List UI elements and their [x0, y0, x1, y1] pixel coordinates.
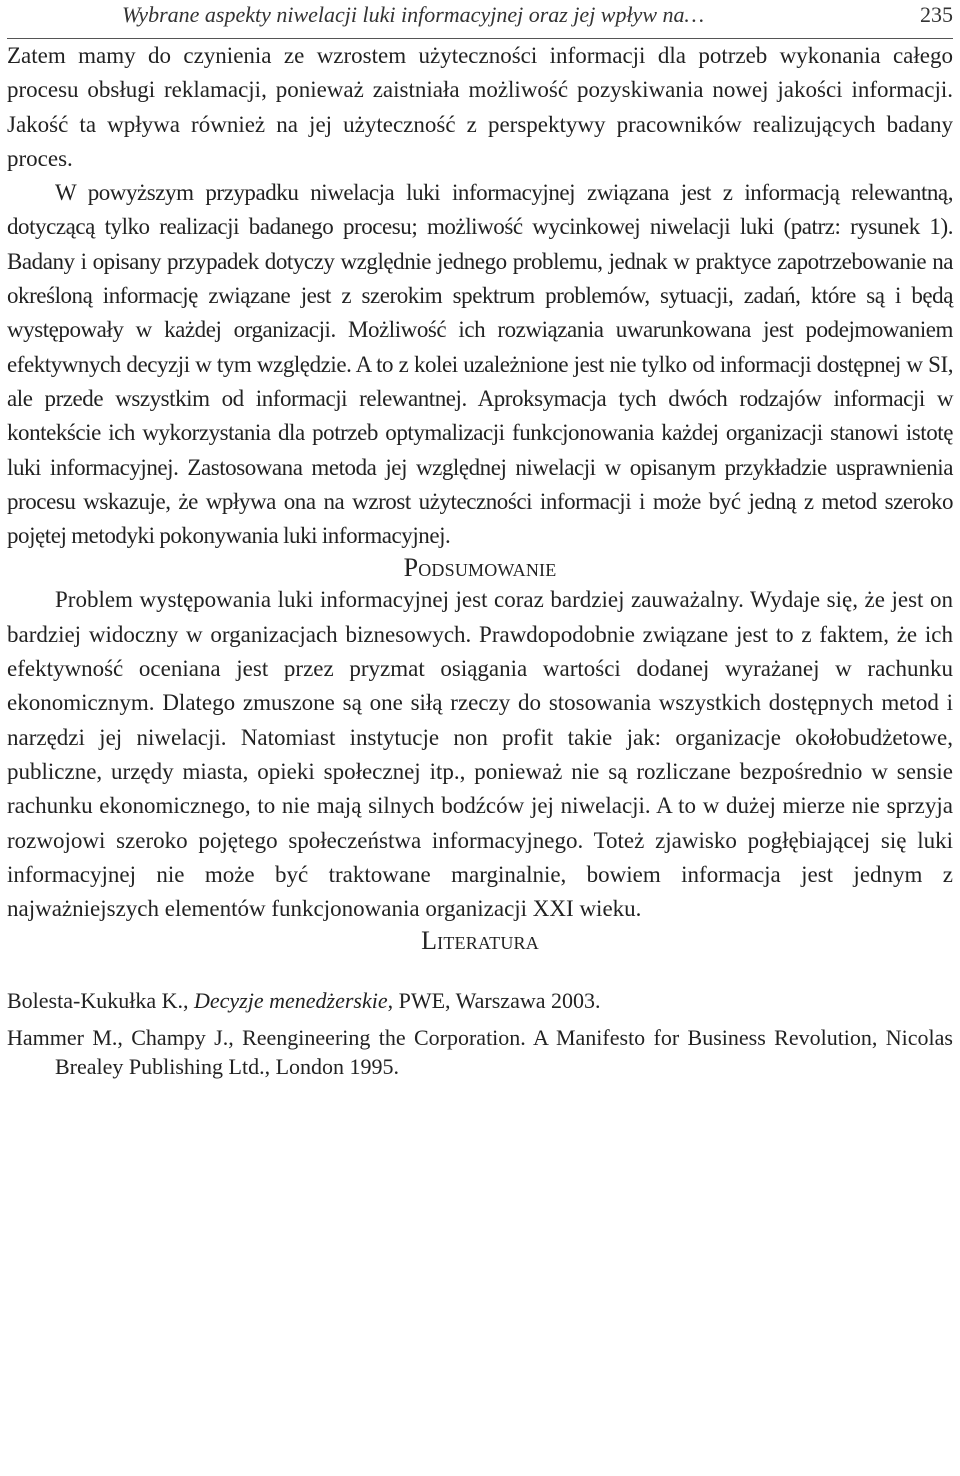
- reference-authors: Hammer M., Champy J.,: [7, 1025, 243, 1051]
- document-page: [7, 0, 953, 1089]
- summary-paragraph: Problem występowania luki informacyjnej jest coraz bardziej zauważalny. Wydaje się, że jest on bardziej widoczny w organizacjach biznesowych. Prawdopodobnie związane jest to z faktem, że ich efektywność oceniana jest przez pryzmat osiągania wartości dodanej wyrażanej w rachunku ekonomicznym. Dlatego zmuszone są one siłą rzeczy do stosowania wszystkich dostępnych metod i narzędzi jej niwelacji. Natomiast instytucje non profit takie jak: organizacje okołobudżetowe, publiczne, urzędy miasta, opieki społecznej itp., ponieważ nie są rozliczane bezpośrednio w sensie rachunku ekonomicznego, to nie mają silnych bodźców jej niwelacji. A to w dużej mierze nie sprzyja rozwojowi szeroko pojętego społeczeństwa informacyjnego. Toteż zjawisko pogłębiającej się luki informacyjnej nie może być traktowane marginalnie, bowiem informacja jest jednym z najważniejszych elementów funkcjonowania organizacji XXI wieku.: [7, 587, 953, 922]
- running-header: [7, 0, 953, 39]
- reference-publisher: , PWE, Warszawa 2003.: [387, 988, 601, 1014]
- reference-title: Decyzje menedżerskie: [193, 988, 388, 1014]
- running-title: Wybrane aspekty niwelacji luki informacyjnej oraz jej wpływ na…: [122, 2, 705, 27]
- reference-authors: Bolesta-Kukułka K.,: [7, 988, 194, 1014]
- reference-list: [7, 986, 953, 1081]
- summary-heading: Podsumowanie: [403, 553, 557, 583]
- page-number: 235: [920, 2, 953, 27]
- body-paragraph-2: W powyższym przypadku niwelacja luki informacyjnej związana jest z informacją relewantną, dotyczącą tylko realizacji badanego procesu; możliwość wycinkowej niwelacji luki (patrz: rysunek 1). Badany i opisany przypadek dotyczy względnie jednego problemu, jednak w praktyce zapotrzebowanie na określoną informację związane jest z szerokim spektrum problemów, sytuacji, zadań, które są i będą występowały w każdej organizacji. Możliwość ich rozwiązania uwarunkowana jest podejmowaniem efektywnych decyzji w tym względzie. A to z kolei uzależnione jest nie tylko od informacji dostępnej w SI, ale przede wszystkim od informacji relewantnej. Aproksymacja tych dwóch rodzajów informacji w kontekście ich wykorzystania dla potrzeb optymalizacji funkcjonowania każdej organizacji stanowi istotę luki informacyjnej. Zastosowana metoda jej względnej niwelacji w opisanym przykładzie usprawnienia procesu wskazuje, że wpływa ona na wzrost użyteczności informacji i może być jedną z metod szeroko pojętej metodyki pokonywania luki informacyjnej.: [7, 180, 953, 549]
- reference-details: Reengineering the Corporation. A Manifesto for Business Revolution, Nicolas Brealey Publishing Ltd., London 1995.: [55, 1025, 953, 1080]
- reference-item: [7, 1023, 953, 1081]
- reference-item: [7, 986, 953, 1015]
- body-paragraph-1: Zatem mamy do czynienia ze wzrostem użyteczności informacji dla potrzeb wykonania całego procesu obsługi reklamacji, ponieważ zaistniała możliwość pozyskiwania nowej jakości informacji. Jakość ta wpływa również na jej użyteczność z perspektywy pracowników realizujących badany proces.: [7, 43, 953, 171]
- literature-heading: Literatura: [421, 926, 539, 956]
